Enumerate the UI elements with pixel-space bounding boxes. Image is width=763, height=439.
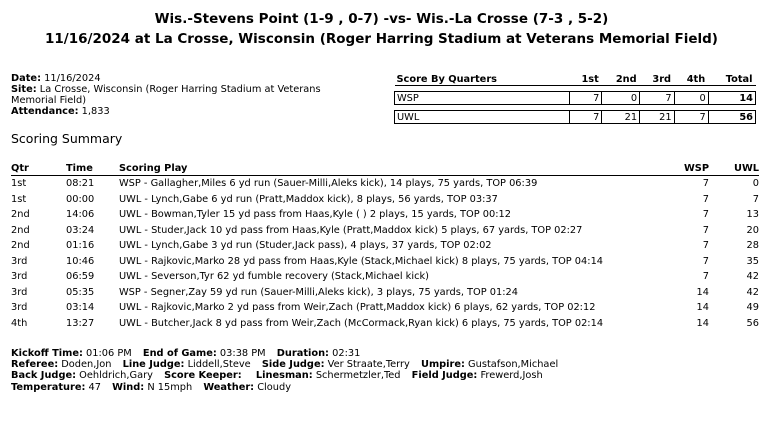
quarter-header: 1st <box>570 73 602 86</box>
quarter-score: 7 <box>570 111 602 124</box>
play-cell: UWL - Severson,Tyr 62 yd fumble recovery (Stack,Michael kick) <box>119 271 429 283</box>
game-officials-footer <box>11 348 756 393</box>
quarters-header-row <box>395 73 756 86</box>
scoring-row <box>11 238 759 254</box>
kickoff-label: Kickoff Time: <box>11 348 83 359</box>
play-cell: WSP - Gallagher,Miles 6 yd run (Sauer-Milli,Aleks kick), 14 plays, 75 yards, TOP 06:39 <box>119 178 538 190</box>
time-cell: 03:14 <box>66 302 95 314</box>
scoring-header-row <box>11 162 759 176</box>
wsp-score-cell: 7 <box>702 193 709 205</box>
quarter-header: 3rd <box>640 73 674 86</box>
play-cell: UWL - Studer,Jack 10 yd pass from Haas,Kyle (Pratt,Maddox kick) 5 plays, 67 yards, TOP 02:27 <box>119 224 583 236</box>
qtr-header: Qtr <box>11 162 66 176</box>
attendance-value: 1,833 <box>81 106 110 117</box>
time-cell: 14:06 <box>66 209 95 221</box>
scoring-row <box>11 192 759 208</box>
wind-value: N 15mph <box>147 381 193 393</box>
uwl-score-cell: 49 <box>746 302 759 314</box>
attendance-label: Attendance: <box>11 106 79 117</box>
qtr-cell: 1st <box>11 178 27 190</box>
quarters-title: Score By Quarters <box>395 73 570 86</box>
qtr-cell: 2nd <box>11 224 30 236</box>
scoring-summary-table <box>11 162 759 331</box>
quarter-score: 0 <box>674 92 708 105</box>
play-cell: UWL - Bowman,Tyler 15 yd pass from Haas,Kyle ( ) 2 plays, 15 yards, TOP 00:12 <box>119 209 511 221</box>
qtr-cell: 3rd <box>11 302 28 314</box>
site-line <box>11 84 356 106</box>
time-cell: 08:21 <box>66 178 95 190</box>
quarter-score: 7 <box>640 92 674 105</box>
quarter-score: 21 <box>602 111 640 124</box>
time-cell: 06:59 <box>66 271 95 283</box>
qtr-cell: 2nd <box>11 209 30 221</box>
wsp-score-cell: 7 <box>702 178 709 190</box>
quarters-row-uwl <box>395 111 756 124</box>
scoring-row <box>11 316 759 332</box>
kickoff-value: 01:06 PM <box>86 348 132 359</box>
temperature-value: 47 <box>88 381 101 393</box>
qtr-cell: 3rd <box>11 255 28 267</box>
time-cell: 00:00 <box>66 193 95 205</box>
temperature-label: Temperature: <box>11 381 86 393</box>
qtr-cell: 2nd <box>11 240 30 252</box>
back-judge-label: Back Judge: <box>11 370 77 382</box>
qtr-cell: 3rd <box>11 271 28 283</box>
officials-line-1 <box>11 359 756 370</box>
end-label: End of Game: <box>142 348 217 359</box>
quarter-score: 7 <box>570 92 602 105</box>
time-cell: 13:27 <box>66 317 95 329</box>
scoring-row <box>11 254 759 270</box>
game-title: Wis.-Stevens Point (1-9 , 0-7) -vs- Wis.-La Crosse (7-3 , 5-2) <box>154 11 609 27</box>
linesman-label: Linesman: <box>255 370 313 382</box>
referee-label: Referee: <box>11 359 59 371</box>
uwl-score-cell: 0 <box>752 178 759 190</box>
scoring-summary <box>11 162 759 331</box>
game-info <box>11 73 356 117</box>
uwl-score-cell: 42 <box>746 286 759 298</box>
wsp-score-cell: 14 <box>696 317 709 329</box>
time-cell: 03:24 <box>66 224 95 236</box>
total-score: 14 <box>708 92 755 105</box>
time-line <box>11 348 756 359</box>
scoring-row <box>11 269 759 285</box>
play-cell: UWL - Rajkovic,Marko 28 yd pass from Haas,Kyle (Stack,Michael kick) 8 plays, 75 yards, TOP 04:14 <box>119 255 604 267</box>
time-header: Time <box>66 162 119 176</box>
uwl-score-cell: 20 <box>746 224 759 236</box>
date-line <box>11 73 356 84</box>
wsp-score-cell: 7 <box>702 224 709 236</box>
uwl-score-cell: 35 <box>746 255 759 267</box>
date-value: 11/16/2024 <box>44 73 101 84</box>
team-name: WSP <box>395 92 570 105</box>
wind-label: Wind: <box>112 381 145 393</box>
wsp-header: WSP <box>639 162 709 176</box>
line-judge-value: Liddell,Steve <box>187 359 251 371</box>
quarter-score: 0 <box>602 92 640 105</box>
field-judge-value: Frewerd,Josh <box>480 370 543 382</box>
quarters-row-wsp <box>395 92 756 105</box>
score-by-quarters-table <box>394 73 756 124</box>
umpire-value: Gustafson,Michael <box>468 359 559 371</box>
quarter-header: 4th <box>674 73 708 86</box>
uwl-score-cell: 42 <box>746 271 759 283</box>
quarter-header: 2nd <box>602 73 640 86</box>
site-value: La Crosse, Wisconsin (Roger Harring Stadium at Veterans Memorial Field) <box>11 84 321 106</box>
scoring-row <box>11 285 759 301</box>
scoring-row <box>11 223 759 239</box>
play-cell: UWL - Lynch,Gabe 6 yd run (Pratt,Maddox kick), 8 plays, 56 yards, TOP 03:37 <box>119 193 498 205</box>
field-judge-label: Field Judge: <box>411 370 478 382</box>
line-judge-label: Line Judge: <box>122 359 185 371</box>
wsp-score-cell: 14 <box>696 286 709 298</box>
attendance-line <box>11 106 356 117</box>
umpire-label: Umpire: <box>420 359 465 371</box>
play-header: Scoring Play <box>119 162 639 176</box>
time-cell: 05:35 <box>66 286 95 298</box>
side-judge-label: Side Judge: <box>261 359 325 371</box>
site-label: Site: <box>11 84 37 95</box>
duration-value: 02:31 <box>332 348 361 359</box>
time-cell: 01:16 <box>66 240 95 252</box>
play-cell: UWL - Lynch,Gabe 3 yd run (Studer,Jack pass), 4 plays, 37 yards, TOP 02:02 <box>119 240 492 252</box>
qtr-cell: 3rd <box>11 286 28 298</box>
wsp-score-cell: 7 <box>702 255 709 267</box>
play-cell: UWL - Butcher,Jack 8 yd pass from Weir,Zach (McCormack,Ryan kick) 6 plays, 75 yards, TOP 02:14 <box>119 317 604 329</box>
weather-label: Weather: <box>203 381 255 393</box>
scoring-summary-heading: Scoring Summary <box>11 131 123 146</box>
total-header: Total <box>708 73 755 86</box>
total-score: 56 <box>708 111 755 124</box>
scoring-row <box>11 176 759 192</box>
side-judge-value: Ver Straate,Terry <box>327 359 410 371</box>
quarter-score: 7 <box>674 111 708 124</box>
linesman-value: Schermetzler,Ted <box>315 370 401 382</box>
qtr-cell: 4th <box>11 317 28 329</box>
scoring-row <box>11 207 759 223</box>
uwl-score-cell: 7 <box>752 193 759 205</box>
qtr-cell: 1st <box>11 193 27 205</box>
score-keeper-label: Score Keeper: <box>164 370 242 382</box>
weather-value: Cloudy <box>257 381 292 393</box>
wsp-score-cell: 7 <box>702 209 709 221</box>
scoring-row <box>11 300 759 316</box>
team-name: UWL <box>395 111 570 124</box>
game-subtitle: 11/16/2024 at La Crosse, Wisconsin (Roger Harring Stadium at Veterans Memorial Field) <box>45 31 718 47</box>
date-label: Date: <box>11 73 41 84</box>
back-judge-value: Oehldrich,Gary <box>79 370 153 382</box>
referee-value: Doden,Jon <box>61 359 112 371</box>
uwl-score-cell: 56 <box>746 317 759 329</box>
uwl-score-cell: 13 <box>746 209 759 221</box>
weather-line <box>11 382 756 393</box>
play-cell: WSP - Segner,Zay 59 yd run (Sauer-Milli,Aleks kick), 3 plays, 75 yards, TOP 01:24 <box>119 286 518 298</box>
officials-line-2 <box>11 370 756 381</box>
wsp-score-cell: 7 <box>702 271 709 283</box>
wsp-score-cell: 14 <box>696 302 709 314</box>
end-value: 03:38 PM <box>219 348 266 359</box>
play-cell: UWL - Rajkovic,Marko 2 yd pass from Weir,Zach (Pratt,Maddox kick) 6 plays, 62 yards, TOP 02:12 <box>119 302 596 314</box>
uwl-score-cell: 28 <box>746 240 759 252</box>
duration-label: Duration: <box>276 348 329 359</box>
wsp-score-cell: 7 <box>702 240 709 252</box>
uwl-header: UWL <box>709 162 759 176</box>
score-by-quarters <box>394 73 756 124</box>
quarter-score: 21 <box>640 111 674 124</box>
time-cell: 10:46 <box>66 255 95 267</box>
